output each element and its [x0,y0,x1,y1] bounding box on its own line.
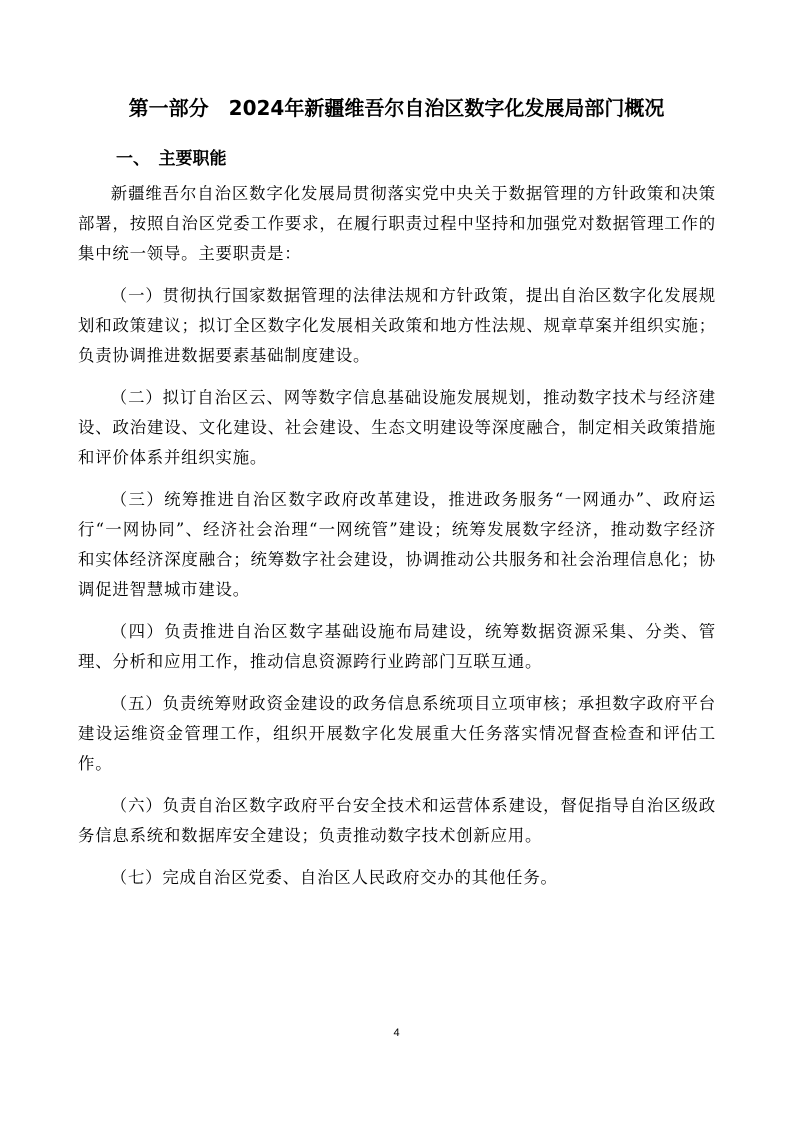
page-number: 4 [393,1027,400,1039]
duty-paragraph-4: （四）负责推进自治区数字基础设施布局建设，统筹数据资源采集、分类、管理、分析和应用工作，推动信息资源跨行业跨部门互联互通。 [78,622,716,671]
duty-paragraph-6: （六）负责自治区数字政府平台安全技术和运营体系建设，督促指导自治区级政务信息系统和数据库安全建设；负责推动数字技术创新应用。 [78,796,716,845]
duty-paragraph-1: （一）贯彻执行国家数据管理的法律法规和方针政策，提出自治区数字化发展规划和政策建议；拟订全区数字化发展相关政策和地方性法规、规章草案并组织实施；负责协调推进数据要素基础制度建设。 [78,286,716,365]
duty-paragraph-7: （七）完成自治区党委、自治区人民政府交办的其他任务。 [110,868,558,887]
duty-paragraph-5: （五）负责统筹财政资金建设的政务信息系统项目立项审核；承担数字政府平台建设运维资金管理工作，组织开展数字化发展重大任务落实情况督查检查和评估工作。 [78,694,716,773]
intro-paragraph: 新疆维吾尔自治区数字化发展局贯彻落实党中央关于数据管理的方针政策和决策部署，按照自治区党委工作要求，在履行职责过程中坚持和加强党对数据管理工作的集中统一领导。主要职责是： [78,184,716,263]
body-text [78,179,716,905]
page-title: 第一部分 2024年新疆维吾尔自治区数字化发展局部门概况 [128,96,665,120]
section-heading: 一、 主要职能 [116,149,227,169]
duty-paragraph-2: （二）拟订自治区云、网等数字信息基础设施发展规划，推动数字技术与经济建设、政治建设、文化建设、社会建设、生态文明建设等深度融合，制定相关政策措施和评价体系并组织实施。 [78,388,716,467]
duty-paragraph-3: （三）统筹推进自治区数字政府改革建设，推进政务服务“一网通办”、政府运行“一网协同”、经济社会治理“一网统管”建设；统筹发展数字经济，推动数字经济和实体经济深度融合；统筹数字社会建设，协调推动公共服务和社会治理信息化；协调促进智慧城市建设。 [78,490,716,599]
